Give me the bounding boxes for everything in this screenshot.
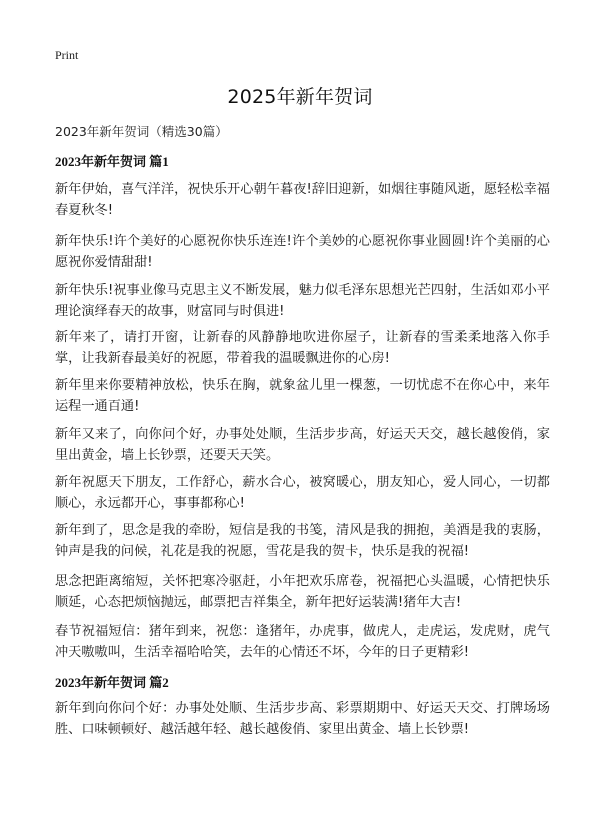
paragraph: 新年快乐!许个美好的心愿祝你快乐连连!许个美妙的心愿祝你事业圆圆!许个美丽的心愿祝你爱情甜甜! xyxy=(55,234,550,270)
paragraph: 新年到向你问个好：办事处处顺、生活步步高、彩票期期中、好运天天交、打牌场场胜、口味顿顿好、越活越年轻、越长越俊俏、家里出黄金、墙上长钞票! xyxy=(55,701,550,737)
page-title: 2025年新年贺词 xyxy=(227,86,373,108)
paragraph: 新年祝愿天下朋友，工作舒心，薪水合心，被窝暖心，朋友知心，爱人同心，一切都顺心，永远都开心，事事都称心! xyxy=(55,475,550,511)
paragraph: 新年又来了，向你问个好，办事处处顺，生活步步高，好运天天交，越长越俊俏，家里出黄金，墙上长钞票，还要天天笑。 xyxy=(55,427,550,463)
section-heading: 2023年新年贺词 篇2 xyxy=(55,675,169,690)
paragraph: 新年到了，思念是我的牵盼，短信是我的书笺，清风是我的拥抱，美酒是我的衷肠，钟声是我的问候，礼花是我的祝愿，雪花是我的贺卡，快乐是我的祝福! xyxy=(55,523,550,559)
section-heading: 2023年新年贺词 篇1 xyxy=(55,154,169,169)
paragraph: 思念把距离缩短，关怀把寒冷驱赶，小年把欢乐席卷，祝福把心头温暖，心情把快乐顺延，心态把烦恼抛远，邮票把吉祥集全，新年把好运装满!猪年大吉! xyxy=(55,574,550,610)
paragraph: 新年里来你要精神放松，快乐在胸，就象盆儿里一棵葱，一切忧虑不在你心中，来年运程一通百通! xyxy=(55,378,550,414)
document-subtitle: 2023年新年贺词（精选30篇） xyxy=(55,124,228,139)
paragraph: 新年快乐!祝事业像马克思主义不断发展，魅力似毛泽东思想光芒四射，生活如邓小平理论演绎春天的故事，财富同与时俱进! xyxy=(55,283,550,319)
paragraph: 春节祝福短信：猪年到来，祝您：逢猪年，办虎事，做虎人，走虎运，发虎财，虎气冲天嗷嗷叫，生活幸福哈哈笑，去年的心情还不坏，今年的日子更精彩! xyxy=(55,624,550,660)
paragraph: 新年来了，请打开窗，让新春的风静静地吹进你屋子，让新春的雪柔柔地落入你手掌，让我新春最美好的祝愿，带着我的温暖飘进你的心房! xyxy=(55,330,550,366)
print-label: Print xyxy=(55,48,79,62)
paragraph: 新年伊始，喜气洋洋，祝快乐开心朝午暮夜!辞旧迎新，如烟往事随风逝，愿轻松幸福春夏秋冬! xyxy=(55,182,550,218)
